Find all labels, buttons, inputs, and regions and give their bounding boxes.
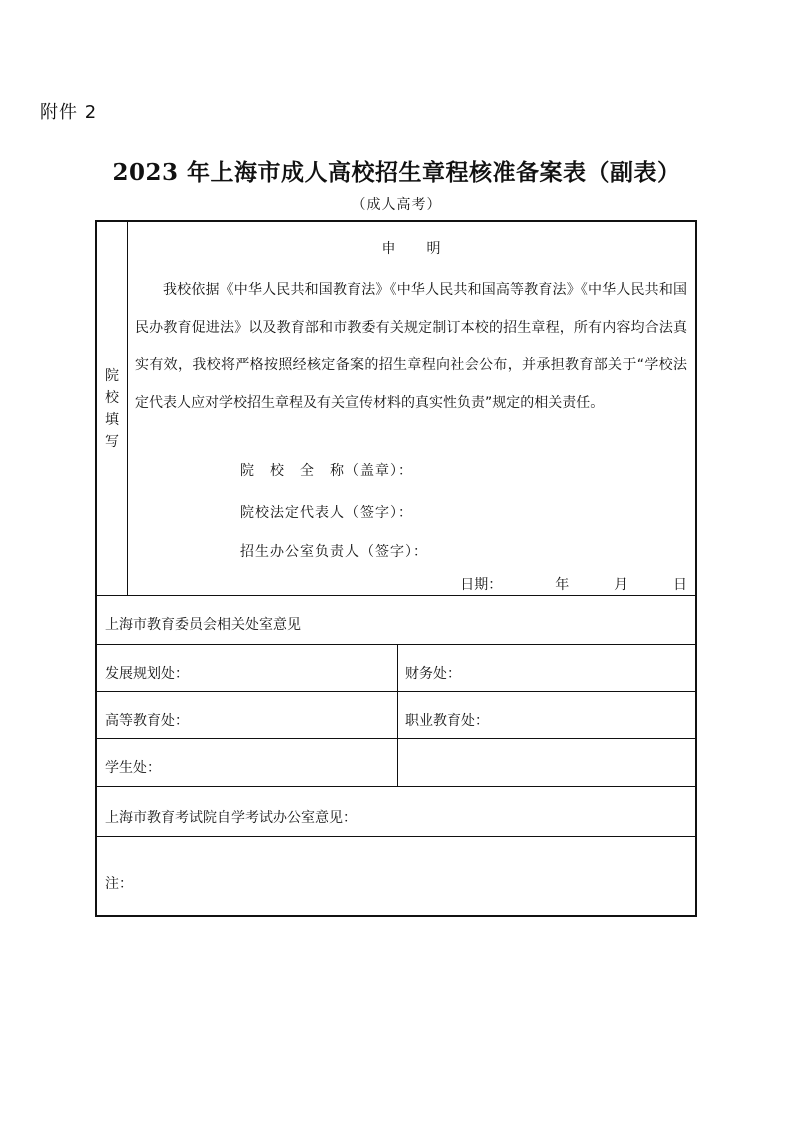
exam-office-row [97,787,695,837]
exam-office-opinion-field[interactable]: 上海市教育考试院自学考试办公室意见： [105,810,357,826]
column-divider [397,739,398,786]
student-office-field[interactable]: 学生处： [105,760,161,776]
finance-office-field[interactable]: 财务处： [405,666,461,682]
attachment-label: 附件 2 [40,102,98,123]
commission-opinion-label: 上海市教育委员会相关处室意见 [105,617,301,633]
school-full-name-seal-field[interactable]: 院 校 全 称（盖章）： [240,463,413,479]
date-field[interactable] [460,574,687,594]
legal-representative-signature-field[interactable]: 院校法定代表人（签字）： [240,505,413,521]
note-row [97,837,695,915]
filing-form-table [95,220,697,917]
month-label: 月 [614,577,629,593]
column-divider [397,645,398,691]
note-field[interactable]: 注： [105,876,133,892]
declaration-section [97,222,695,596]
side-char: 填 [105,412,119,428]
planning-finance-row [97,645,695,692]
commission-opinion-row [97,595,695,645]
vocational-education-office-field[interactable]: 职业教育处： [405,713,489,729]
higher-vocational-row [97,692,695,739]
day-label: 日 [673,577,687,593]
side-char: 校 [105,390,119,406]
student-office-row [97,739,695,787]
admissions-office-head-signature-field[interactable]: 招生办公室负责人（签字）： [240,544,428,560]
form-subtitle: （成人高考） [351,197,442,213]
side-column [97,222,128,595]
declaration-body: 我校依据《中华人民共和国教育法》《中华人民共和国高等教育法》《中华人民共和国民办教育促进法》以及教育部和市教委有关规定制订本校的招生章程，所有内容均合法真实有效，我校将严格按照经核定备案的招生章程向社会公布，并承担教育部关于“学校法定代表人应对学校招生章程及有关宣传材料的真实性负责”规定的相关责任。 [135,282,687,411]
date-label: 日期： [460,577,503,593]
school-fill-label [97,365,127,453]
higher-education-office-field[interactable]: 高等教育处： [105,713,189,729]
side-char: 院 [105,368,119,384]
form-title: 2023 年上海市成人高校招生章程核准备案表（副表） [112,159,681,186]
side-char: 写 [105,434,119,450]
declaration-heading: 申 明 [381,241,442,257]
year-label: 年 [555,577,570,593]
planning-office-field[interactable]: 发展规划处： [105,666,189,682]
column-divider [397,692,398,738]
